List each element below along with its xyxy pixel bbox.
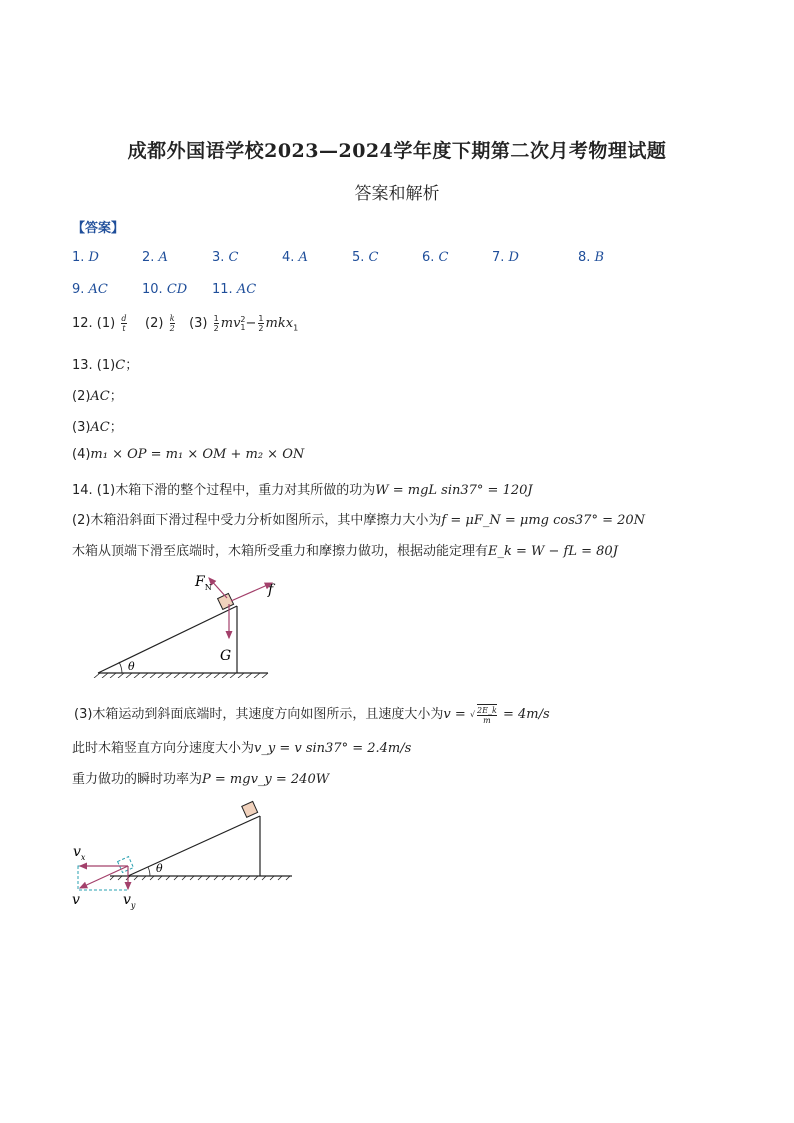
theta-label: θ xyxy=(128,660,135,673)
q14-line-1: 14. (1)木箱下滑的整个过程中，重力对其所做的功为W = mgL sin37° = 120J xyxy=(72,483,533,498)
ground-line xyxy=(94,673,268,678)
theta-label: θ xyxy=(156,862,163,875)
q13-line: 13. (1)C； xyxy=(72,358,139,373)
answer-item: 7. D xyxy=(492,250,519,265)
q14-line-5: 此时木箱竖直方向分速度大小为v_y = v sin37° = 2.4m/s xyxy=(72,741,412,756)
q13-line: (2)AC； xyxy=(72,389,123,404)
g-label: G xyxy=(220,648,232,664)
vx-label: $v_x$ xyxy=(73,844,86,862)
q14-line-2: (2)木箱沿斜面下滑过程中受力分析如图所示，其中摩擦力大小为f = μF_N = μmg cos37° = 20N xyxy=(72,513,646,528)
force-diagram xyxy=(72,568,292,678)
answer-item: 8. B xyxy=(578,250,605,265)
answer-item: 2. A xyxy=(142,250,168,265)
incline xyxy=(98,606,237,673)
q14-line-3: 木箱从顶端下滑至底端时，木箱所受重力和摩擦力做功，根据动能定理有E_k = W − fL = 80J xyxy=(72,544,618,559)
incline xyxy=(128,816,260,876)
answer-item: 3. C xyxy=(212,250,239,265)
answer-item: 4. A xyxy=(282,250,308,265)
velocity-diagram xyxy=(70,798,300,913)
friction-arrow xyxy=(231,583,272,601)
page-subtitle: 答案和解析 xyxy=(354,184,440,204)
q12-answer: 12. (1) $\frac{d}{t}$ (2) $\frac{k}{2}$ (3) $\frac{1}{2}$ mv 2 1 − $\frac{1}{2}$ mkx$_1$ xyxy=(72,314,299,333)
answers-heading: 【答案】 xyxy=(72,221,125,236)
answer-item: 10. CD xyxy=(142,282,188,297)
q13-line: (3)AC； xyxy=(72,420,123,435)
page-title: 成都外国语学校2023—2024学年度下期第二次月考物理试题 xyxy=(127,140,667,162)
ground-line xyxy=(110,876,292,880)
q13-line: (4)m₁ × OP = m₁ × OM + m₂ × ON xyxy=(72,447,305,462)
answer-item: 5. C xyxy=(352,250,379,265)
fn-label: $F_N$ xyxy=(195,574,212,592)
answer-item: 6. C xyxy=(422,250,449,265)
q14-line-4: (3)木箱运动到斜面底端时，其速度方向如图所示，且速度大小为v = √ $\frac{2E\_k}{m}$ = 4m/s xyxy=(74,706,550,725)
box-top xyxy=(242,801,258,817)
answer-item: 9. AC xyxy=(72,282,108,297)
v-label: v xyxy=(72,892,80,908)
answer-item: 1. D xyxy=(72,250,99,265)
vy-label: $v_y$ xyxy=(123,892,136,910)
f-label: f xyxy=(268,582,274,598)
q14-line-6: 重力做功的瞬时功率为P = mgv_y = 240W xyxy=(72,772,330,787)
answer-item: 11. AC xyxy=(212,282,257,297)
